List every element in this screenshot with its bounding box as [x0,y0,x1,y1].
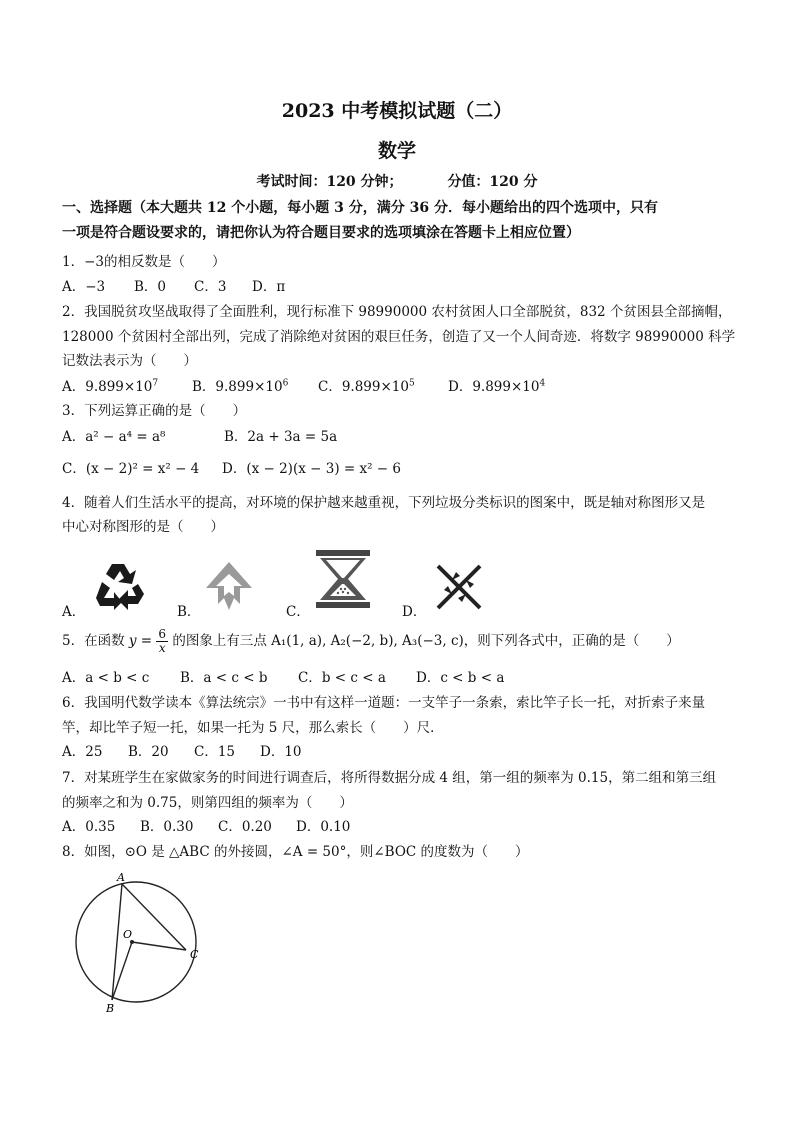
q8-stem: 8．如图，⊙O 是 △ABC 的外接圆，∠A = 50°，则∠BOC 的度数为（ ） [62,844,529,860]
q5-options [62,666,504,686]
point-label-o: O [123,928,133,941]
section-heading [62,196,742,246]
q4-line2: 中心对称图形的是（ ） [62,519,224,535]
q5-option-c: C．b < c < a [298,670,386,686]
point-label-a: A [117,872,125,884]
q4-label-a: A． [62,604,86,620]
q4-label-d: D． [402,604,427,620]
q6-option-b: B．20 [128,744,169,760]
q6-line1: 6．我国明代数学读本《算法统宗》一书中有这样一道题：一支竿子一条索，索比竿子长一托，对折索子来量 [62,695,706,711]
q2-line3: 记数法表示为（ ） [62,353,197,369]
q2-line1: 2．我国脱贫攻坚战取得了全面胜利，现行标准下 98990000 农村贫困人口全部脱贫，832 个贫困县全部摘帽， [62,304,732,320]
exam-score: 分值：120 分 [447,174,538,190]
q6-option-a: A．25 [62,744,103,760]
q1-option-b: B．0 [134,279,167,295]
q3-options-cd [62,457,401,477]
q1-option-c: C．3 [194,279,227,295]
q7-options [62,815,350,835]
q1-options [62,275,285,295]
exam-time: 考试时间：120 分钟； [256,174,403,190]
side-ab [112,884,122,1000]
q7-line2: 的频率之和为 0.75，则第四组的频率为（ ） [62,795,353,811]
q6-option-d: D．10 [260,744,302,760]
q2-line2: 128000 个贫困村全部出列，完成了消除绝对贫困的艰巨任务，创造了又一个人间奇迹．将数字 98990000 科学 [62,329,736,345]
section-heading-line1: 一、选择题（本大题共 12 个小题，每小题 3 分，满分 36 分．每小题给出的四个选项中，只有 [62,200,658,216]
q3-option-c: C．(x − 2)² = x² − 4 [62,461,200,477]
q7-option-d: D．0.10 [296,819,351,835]
q5-option-b: B．a < c < b [180,670,268,686]
point-label-b: B [106,1002,115,1014]
q4-line1: 4．随着人们生活水平的提高，对环境的保护越来越重视，下列垃圾分类标识的图案中，既是轴对称图形又是 [62,495,706,511]
q3-option-d: D．(x − 2)(x − 3) = x² − 6 [222,461,401,477]
q7-option-a: A．0.35 [62,819,116,835]
q1-option-a: A．−3 [62,279,106,295]
q6-line2: 竿，却比竿子短一托，如果一托为 5 尺，那么索长（ ）尺． [62,720,444,736]
arrow-loop-icon [200,558,258,614]
q2-option-a: A．$9.899\times 10^7$ [62,378,159,395]
q5-fraction: $\frac{6}{x}$ [158,627,167,655]
q6-option-c: C．15 [194,744,236,760]
q5-option-d: D．c < b < a [416,670,505,686]
q3-option-b: B．2a + 3a = 5a [224,429,338,445]
segment-oc [132,942,186,950]
subject-title: 数学 [377,140,416,162]
q2-option-c: C．$9.899\times 10^5$ [318,378,415,395]
q1-stem: 1．−3的相反数是（ ） [62,254,226,270]
q4-label-b: B． [177,604,201,620]
q3-option-a: A．a² − a⁴ = a⁸ [62,429,166,445]
point-label-c: C [190,948,199,961]
q3-options-ab [62,425,337,445]
exam-title: 2023 中考模拟试题（二） [281,100,513,122]
exam-meta [0,171,794,191]
q1-option-d: D．π [252,279,286,295]
q2-option-b: B．$9.899\times 10^6$ [192,378,289,395]
q2-option-d: D．$9.899\times 10^4$ [448,378,546,395]
q7-option-c: C．0.20 [218,819,272,835]
q4-label-c: C． [286,604,310,620]
q3-stem: 3．下列运算正确的是（ ） [62,403,247,419]
q6-options [62,740,302,760]
q7-line1: 7．对某班学生在家做家务的时间进行调查后，将所得数据分成 4 组，第一组的频率为 0.15，第二组和第三组 [62,770,717,786]
circle-figure [66,872,206,1014]
q7-option-b: B．0.30 [140,819,194,835]
cross-arrows-icon [434,562,484,612]
section-heading-line2: 一项是符合题设要求的，请把你认为符合题目要求的选项填涂在答题卡上相应位置） [62,225,580,241]
q5-option-a: A．a < b < c [62,670,150,686]
recycle-icon [92,558,150,612]
hourglass-icon [314,548,372,610]
q2-options [62,375,545,395]
q5-stem: 5．在函数 y = $\frac{6}{x}$ 的图象上有三点 A₁(1, a), A₂(−2, b), A₃(−3, c)，则下列各式中，正确的是（ ） [62,627,680,655]
